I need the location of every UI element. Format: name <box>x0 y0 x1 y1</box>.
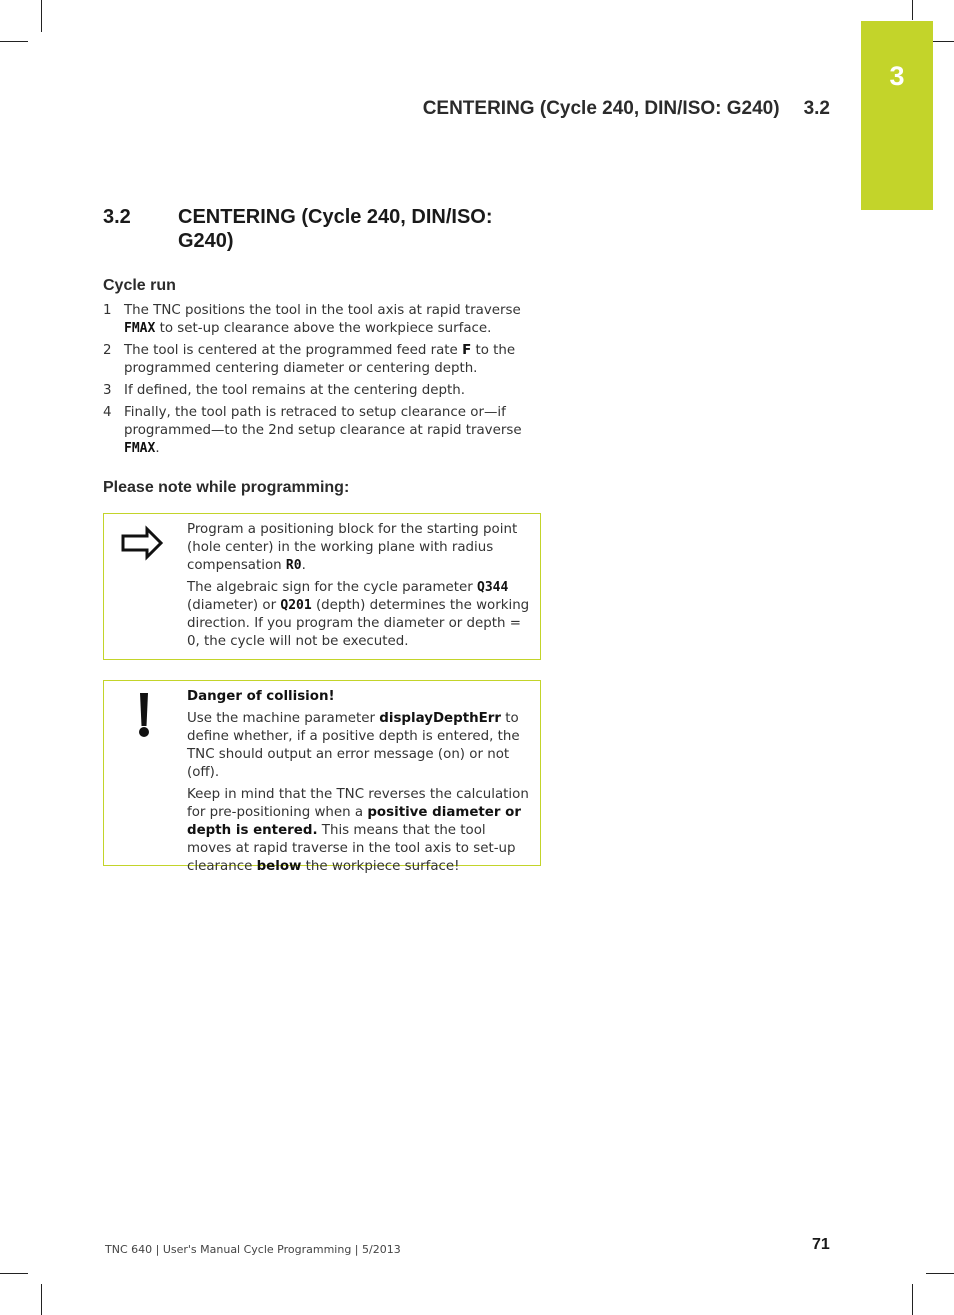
note-paragraph <box>187 579 530 651</box>
step-text: The tool is centered at the programmed feed rate <box>124 343 463 358</box>
step-number: 2 <box>103 343 112 358</box>
note-text: Program a positioning block for the starting point (hole center) in the working plane with radius compensation <box>187 522 518 573</box>
note-heading: Please note while programming: <box>103 479 350 496</box>
list-item <box>103 302 523 338</box>
step-text: If defined, the tool remains at the centering depth. <box>124 383 466 398</box>
note-box <box>103 513 541 660</box>
section-title <box>103 205 523 253</box>
running-header-section: 3.2 <box>803 98 830 119</box>
section-number: 3.2 <box>103 206 131 228</box>
param-display-depth-err: displayDepthErr <box>379 711 502 726</box>
warning-paragraph <box>187 710 530 782</box>
note-text: . <box>301 558 306 573</box>
warning-text: This means that the tool moves at rapid traverse in the tool axis to set-up clearance <box>187 823 516 874</box>
running-header <box>380 98 830 120</box>
chapter-number: 3 <box>889 61 905 91</box>
footer-text: TNC 640 | User's Manual Cycle Programming | 5/2013 <box>105 1243 401 1256</box>
cycle-run-heading: Cycle run <box>103 277 176 294</box>
step-number: 4 <box>103 405 112 420</box>
step-text: The TNC positions the tool in the tool axis at rapid traverse <box>124 303 521 318</box>
step-text: . <box>155 441 160 456</box>
section-heading: CENTERING (Cycle 240, DIN/ISO: G240) <box>178 206 493 252</box>
crop-mark <box>0 1273 28 1274</box>
code-r0: R0 <box>285 558 302 573</box>
list-item <box>103 342 523 378</box>
note-text: The algebraic sign for the cycle parameter <box>187 580 478 595</box>
running-header-title: CENTERING (Cycle 240, DIN/ISO: G240) <box>422 98 780 119</box>
crop-mark <box>912 1284 913 1315</box>
cycle-run-steps <box>103 302 523 462</box>
step-text: Finally, the tool path is retraced to setup clearance or—if programmed—to the 2nd setup clearance at rapid traverse <box>124 405 522 438</box>
code-f: F <box>462 343 472 358</box>
arrow-right-icon <box>118 524 166 568</box>
crop-mark <box>41 0 42 32</box>
crop-mark <box>926 1273 954 1274</box>
warning-emphasis-below: below <box>256 859 302 874</box>
list-item <box>103 382 523 400</box>
warning-title: Danger of collision! <box>187 689 335 704</box>
list-item <box>103 404 523 458</box>
step-number: 1 <box>103 303 112 318</box>
warning-box <box>103 680 541 874</box>
step-number: 3 <box>103 383 112 398</box>
chapter-tab <box>861 21 933 210</box>
warning-paragraph <box>187 786 530 876</box>
crop-mark <box>0 41 28 42</box>
warning-text: the workpiece surface! <box>301 859 460 874</box>
code-fmax: FMAX <box>124 441 156 456</box>
code-q201: Q201 <box>280 598 312 613</box>
code-q344: Q344 <box>477 580 509 595</box>
note-content <box>187 514 540 664</box>
step-text: to the programmed centering diameter or centering depth. <box>124 343 516 376</box>
crop-mark <box>41 1284 42 1315</box>
note-text: (depth) determines the working direction. If you program the diameter or depth = 0, the cycle will not be executed. <box>187 598 530 649</box>
warning-text: Use the machine parameter <box>187 711 380 726</box>
warning-content <box>187 681 540 889</box>
note-paragraph <box>187 521 530 575</box>
crop-mark <box>912 0 913 20</box>
exclamation-icon <box>134 693 154 743</box>
page-number: 71 <box>812 1236 830 1253</box>
note-text: (diameter) or <box>187 598 281 613</box>
code-fmax: FMAX <box>124 321 156 336</box>
step-text: to set-up clearance above the workpiece surface. <box>155 321 492 336</box>
warning-emphasis: positive diameter or depth is entered. <box>187 805 521 838</box>
warning-text: Keep in mind that the TNC reverses the calculation for pre-positioning when a <box>187 787 529 820</box>
warning-text: to define whether, if a positive depth is entered, the TNC should output an error message (on) or not (off). <box>187 711 520 780</box>
